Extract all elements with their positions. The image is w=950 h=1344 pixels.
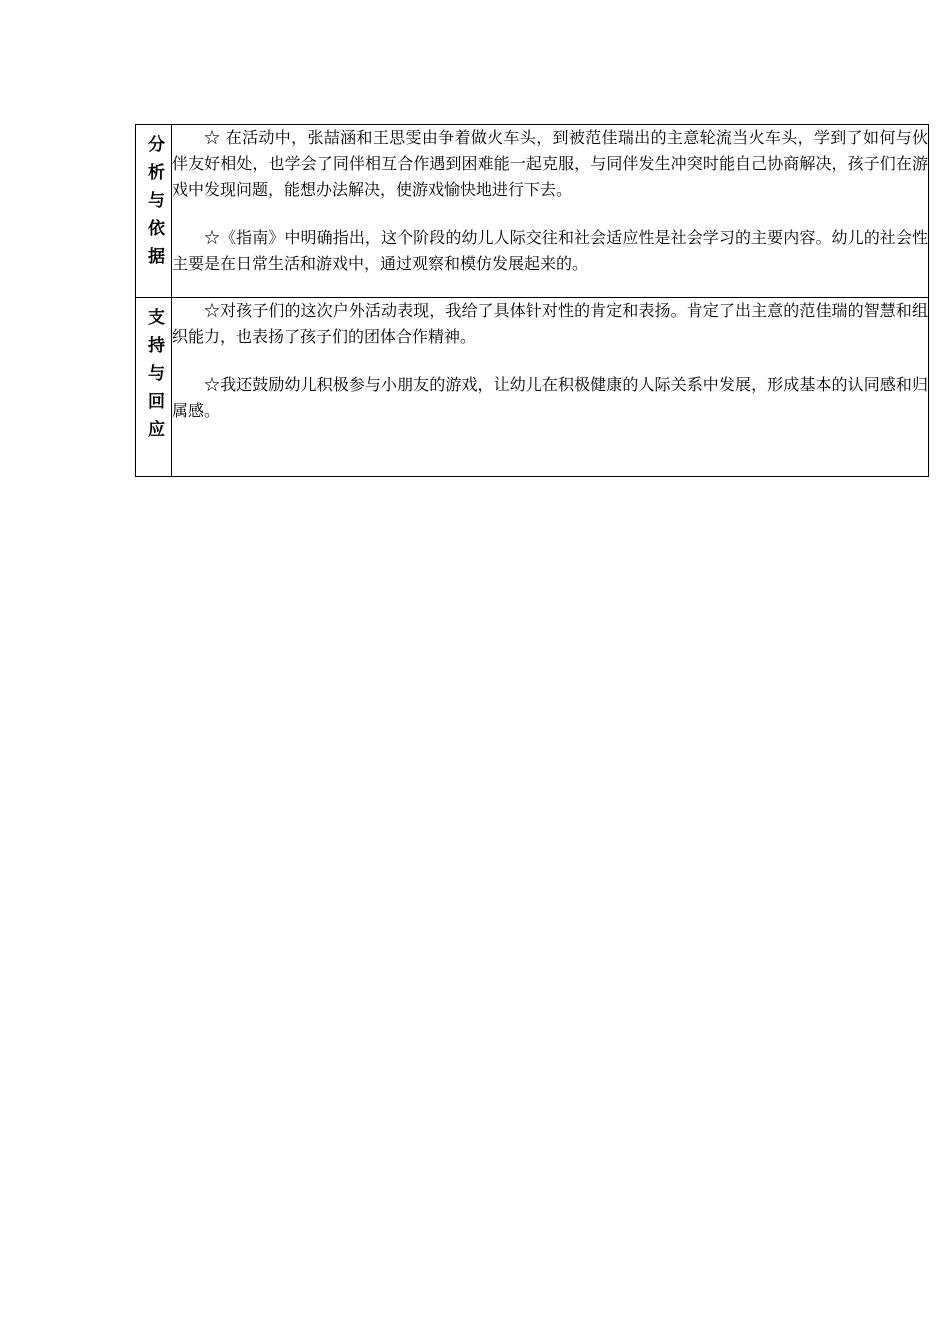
row-label-analysis: 分析与依据: [144, 135, 164, 275]
row-label-support: 支持与回应: [144, 308, 164, 448]
row-label-cell: [136, 125, 172, 298]
analysis-paragraph-1: ☆ 在活动中，张喆涵和王思雯由争着做火车头，到被范佳瑞出的主意轮流当火车头，学到了如何与伙伴友好相处，也学会了同伴相互合作遇到困难能一起克服，与同伴发生冲突时能自己协商解决，孩子们在游戏中发现问题，能想办法解决，使游戏愉快地进行下去。: [172, 128, 928, 199]
table-row-support: [136, 298, 929, 477]
analysis-paragraph-2: ☆《指南》中明确指出，这个阶段的幼儿人际交往和社会适应性是社会学习的主要内容。幼儿的社会性主要是在日常生活和游戏中，通过观察和模仿发展起来的。: [172, 228, 928, 273]
row-label-cell: [136, 298, 172, 477]
row-content-cell: [172, 125, 929, 298]
support-paragraph-2: ☆我还鼓励幼儿积极参与小朋友的游戏，让幼儿在积极健康的人际关系中发展，形成基本的认同感和归属感。: [172, 375, 928, 420]
table-row-analysis: [136, 125, 929, 298]
observation-record-table: [135, 124, 929, 477]
support-paragraph-1: ☆对孩子们的这次户外活动表现，我给了具体针对性的肯定和表扬。肯定了出主意的范佳瑞的智慧和组织能力，也表扬了孩子们的团体合作精神。: [172, 301, 928, 346]
row-content-cell: [172, 298, 929, 477]
